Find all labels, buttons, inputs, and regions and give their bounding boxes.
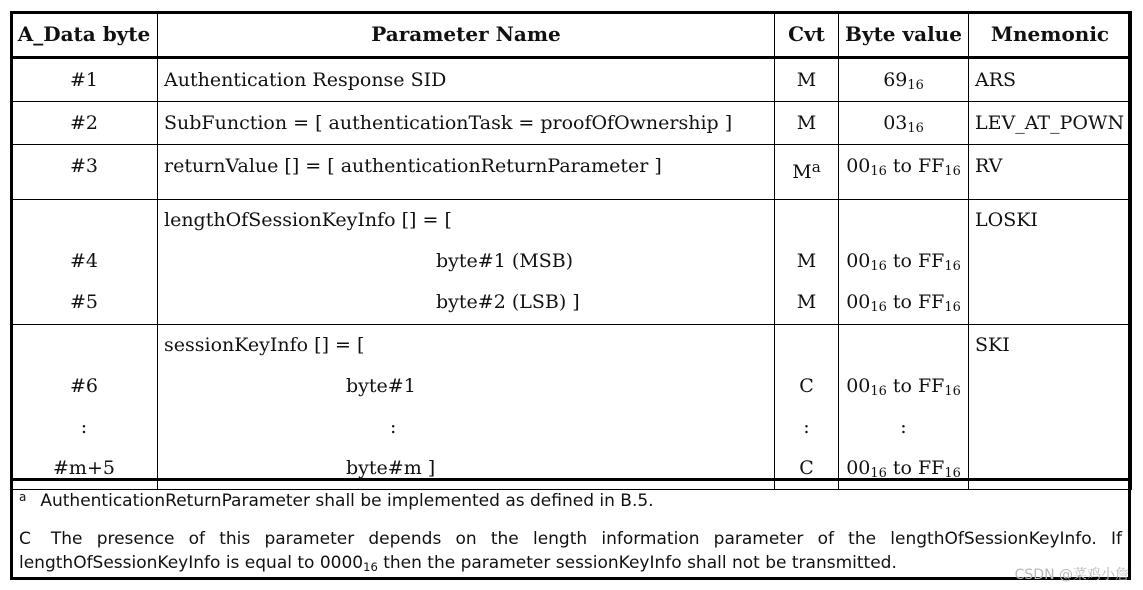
header-a-data-byte: A_Data byte <box>11 12 158 58</box>
cell-cvt-group: M M <box>775 200 839 325</box>
cell-mnemonic-group: LOSKI <box>969 200 1132 325</box>
cell-cvt: M <box>775 58 839 102</box>
footnote-a-text: AuthenticationReturnParameter shall be implemented as defined in B.5. <box>40 491 654 511</box>
cell-value: $00_{16}$ to $FF_{16}$ <box>839 145 969 200</box>
cell-value-group: $00_{16}$ to $FF_{16}$ $00_{16}$ to $FF_{16}$ <box>839 200 969 325</box>
cell-value-group: $00_{16}$ to $FF_{16}$ : $00_{16}$ to $FF_{16}$ <box>839 325 969 490</box>
header-parameter-name: Parameter Name <box>158 12 775 58</box>
header-cvt: Cvt <box>775 12 839 58</box>
header-mnemonic: Mnemonic <box>969 12 1132 58</box>
cell-byte: #1 <box>11 58 158 102</box>
cell-name: SubFunction = [ authenticationTask = proofOfOwnership ] <box>158 102 775 145</box>
cell-byte-group: #6 : #m+5 <box>11 325 158 490</box>
cell-name-group: sessionKeyInfo [] = [ byte#1 : byte#m ] <box>158 325 775 490</box>
cell-byte: #2 <box>11 102 158 145</box>
footnote-c-mark: C <box>19 529 31 549</box>
cell-mnemonic-group: SKI <box>969 325 1132 490</box>
cell-byte: #3 <box>11 145 158 200</box>
cell-value: $03_{16}$ <box>839 102 969 145</box>
cell-mnemonic: LEV_AT_POWN <box>969 102 1132 145</box>
cell-mnemonic: ARS <box>969 58 1132 102</box>
header-byte-value: Byte value <box>839 12 969 58</box>
cell-cvt: $M^a$ <box>775 145 839 200</box>
cell-value: $69_{16}$ <box>839 58 969 102</box>
cell-byte-group: #4 #5 <box>11 200 158 325</box>
table-outer-frame <box>10 11 1131 580</box>
footnote-c: C The presence of this parameter depends on the length information parameter of the lengthOfSessionKeyInfo. If lengthOfSessionKeyInfo is equal to $0000_{16}$ then the parameter sessionKeyInfo shall not be transmitted. <box>19 529 1122 574</box>
footnote-a-mark: a <box>19 490 27 504</box>
cell-mnemonic: RV <box>969 145 1132 200</box>
watermark: CSDN @菜鸡小詹 <box>1014 567 1129 583</box>
cell-cvt: M <box>775 102 839 145</box>
cell-name: Authentication Response SID <box>158 58 775 102</box>
cell-name-group: lengthOfSessionKeyInfo [] = [ byte#1 (MSB) byte#2 (LSB) ] <box>158 200 775 325</box>
cell-name: returnValue [] = [ authenticationReturnParameter ] <box>158 145 775 200</box>
cell-cvt-group: C : C <box>775 325 839 490</box>
